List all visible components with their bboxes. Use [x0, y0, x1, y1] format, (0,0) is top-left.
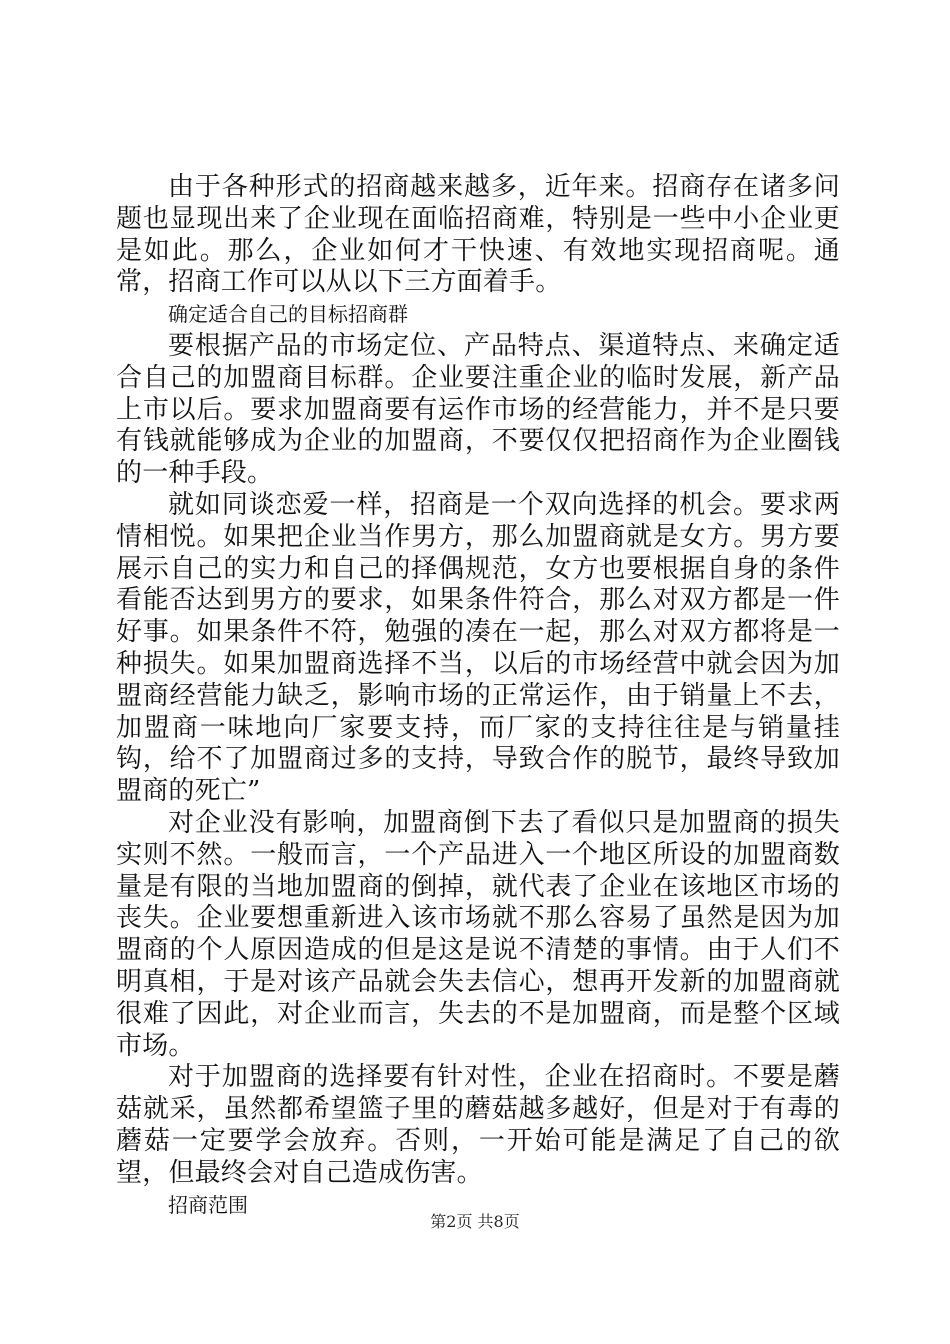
paragraph-impact-on-enterprise: 对企业没有影响，加盟商倒下去了看似只是加盟商的损失实则不然。一般而言，一个产品进入一个地区所设的加盟商数量是有限的当地加盟商的倒掉，就代表了企业在该地区市场的丧失。企业要想重新进入该市场就不那么容易了虽然是因为加盟商的个人原因造成的但是这是说不清楚的事情。由于人们不明真相，于是对该产品就会失去信心，想再开发新的加盟商就很难了因此，对企业而言，失去的不是加盟商，而是整个区域市场。: [116, 807, 840, 1061]
paragraph-two-way-choice: 就如同谈恋爱一样，招商是一个双向选择的机会。要求两情相悦。如果把企业当作男方，那么加盟商就是女方。男方要展示自己的实力和自己的择偶规范，女方也要根据自身的条件看能否达到男方的要求，如果条件符合，那么对双方都是一件好事。如果条件不符，勉强的凑在一起，那么对双方都将是一种损失。如果加盟商选择不当，以后的市场经营中就会因为加盟商经营能力缺乏，影响市场的正常运作，由于销量上不去，加盟商一味地向厂家要支持，而厂家的支持往往是与销量挂钩，给不了加盟商过多的支持，导致合作的脱节，最终导致加盟商的死亡”: [116, 489, 840, 807]
paragraph-intro: 由于各种形式的招商越来越多，近年来。招商存在诸多问题也显现出来了企业现在面临招商难，特别是一些中小企业更是如此。那么，企业如何才干快速、有效地实现招商呢。通常，招商工作可以从以下三方面着手。: [116, 172, 840, 298]
page-footer: 第2页 共8页: [430, 1212, 520, 1231]
paragraph-target-group: 要根据产品的市场定位、产品特点、渠道特点、来确定适合自己的加盟商目标群。企业要注重企业的临时发展，新产品上市以后。要求加盟商要有运作市场的经营能力，并不是只要有钱就能够成为企业的加盟商，不要仅仅把招商作为企业圈钱的一种手段。: [116, 330, 840, 489]
document-body: [116, 172, 840, 1221]
paragraph-selection-targeted: 对于加盟商的选择要有针对性，企业在招商时。不要是蘑菇就采，虽然都希望篮子里的蘑菇越多越好，但是对于有毒的蘑菇一定要学会放弃。否则，一开始可能是满足了自己的欲望，但最终会对自己造成伤害。: [116, 1062, 840, 1188]
section-heading-target-group: 确定适合自己的目标招商群: [168, 302, 408, 327]
section-heading-scope: 招商范围: [168, 1192, 248, 1217]
